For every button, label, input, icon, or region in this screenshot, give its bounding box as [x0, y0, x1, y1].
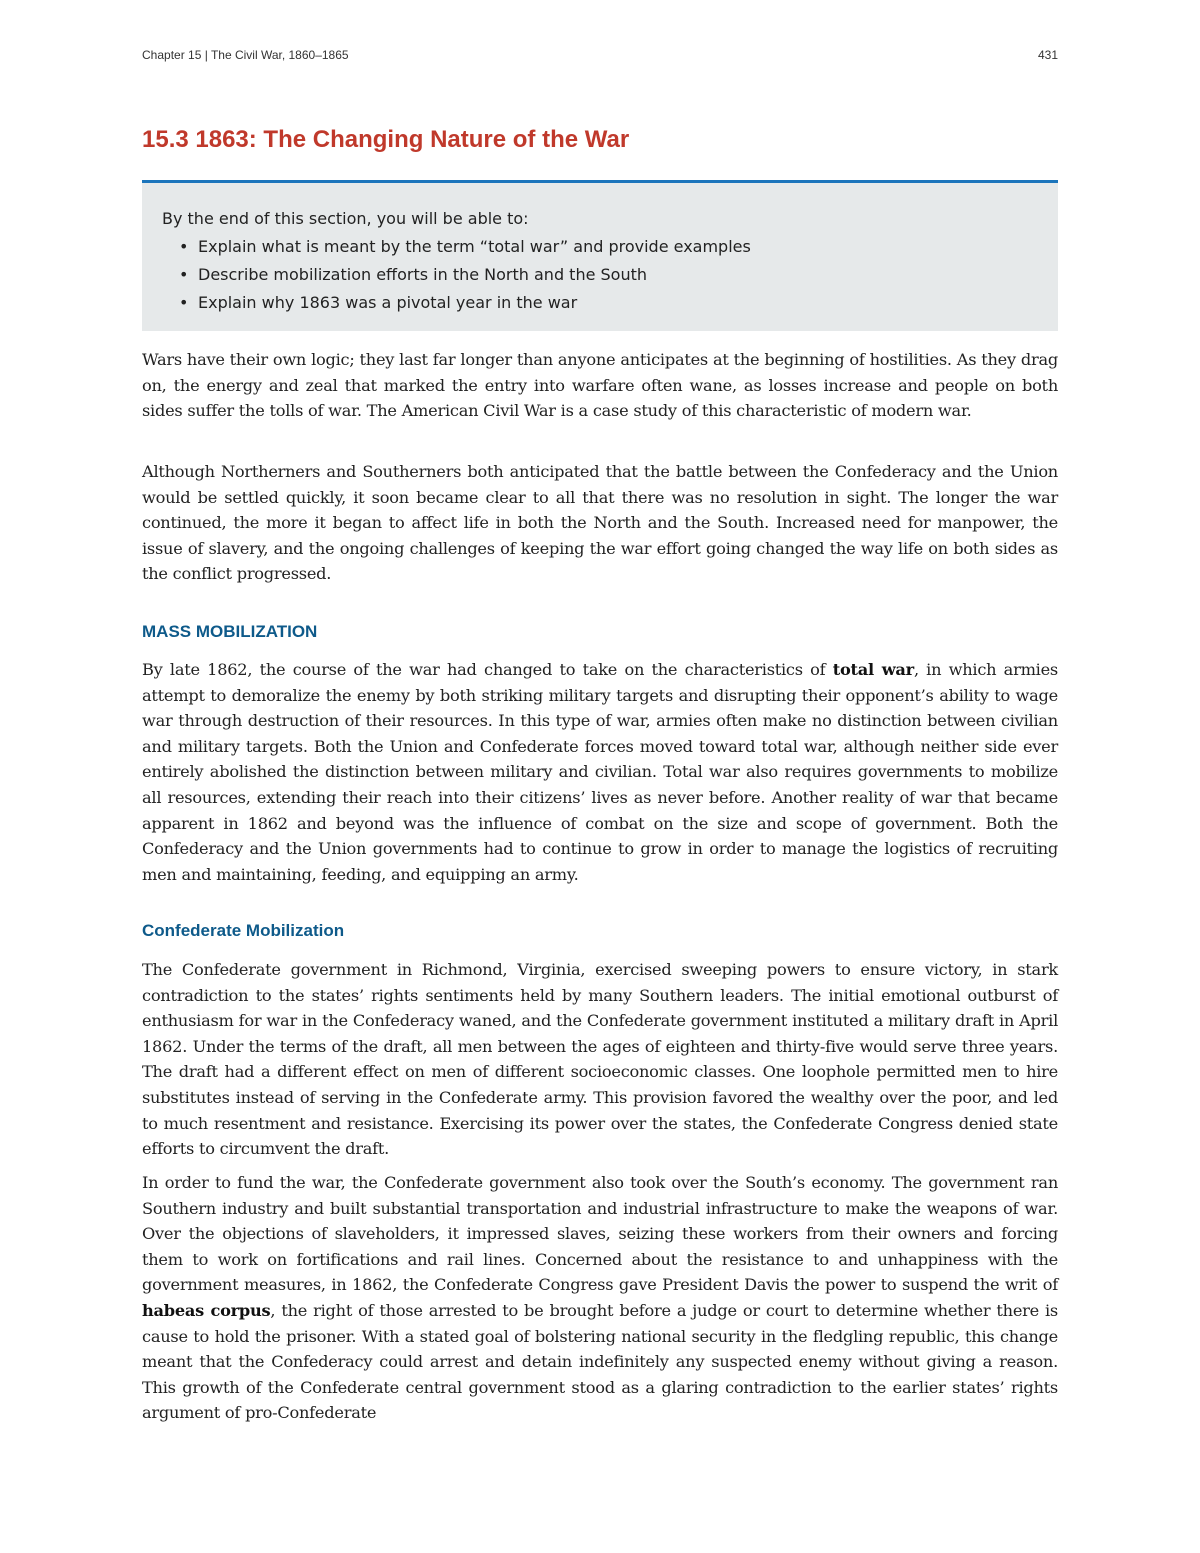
key-term-total-war: total war	[832, 660, 914, 679]
page-number: 431	[1037, 48, 1058, 62]
paragraph-text: , in which armies attempt to demoralize the enemy by both striking military targets and disrupting their opponent’s ability to wage war through destruction of their resources. In this type of war, armies often make no distinction between civilian and military targets. Both the Union and Confederate forces moved toward total war, although neither side ever entirely abolished the distinction between military and civilian. Total war also requires governments to mobilize all resources, extending their reach into their citizens’ lives as never before. Another reality of war that became apparent in 1862 and beyond was the influence of combat on the size and scope of government. Both the Confederacy and the Union governments had to continue to grow in order to manage the logistics of recruiting men and maintaining, feeding, and equipping an army.	[142, 660, 1058, 884]
objective-item: • Describe mobilization efforts in the North and the South	[198, 261, 1038, 289]
objectives-list	[162, 233, 1038, 317]
objective-item: • Explain why 1863 was a pivotal year in the war	[198, 289, 1038, 317]
objectives-intro: By the end of this section, you will be able to:	[162, 209, 529, 228]
confederate-paragraph-1: The Confederate government in Richmond, Virginia, exercised sweeping powers to ensure victory, in stark contradiction to the states’ rights sentiments held by many Southern leaders. The initial emotional outburst of enthusiasm for war in the Confederacy waned, and the Confederate government instituted a military draft in April 1862. Under the terms of the draft, all men between the ages of eighteen and thirty-five would serve three years. The draft had a different effect on men of different socioeconomic classes. One loophole permitted men to hire substitutes instead of serving in the Confederate army. This provision favored the wealthy over the poor, and led to much resentment and resistance. Exercising its power over the states, the Confederate Congress denied state efforts to circumvent the draft.	[142, 960, 1058, 1159]
heading-confederate-mobilization: Confederate Mobilization	[142, 921, 345, 940]
intro-paragraph-1: Wars have their own logic; they last far longer than anyone anticipates at the beginning of hostilities. As they drag on, the energy and zeal that marked the entry into warfare often wane, as losses increase and people on both sides suffer the tolls of war. The American Civil War is a case study of this characteristic of modern war.	[142, 350, 1058, 421]
learning-objectives-box	[142, 180, 1058, 331]
section-title: 15.3 1863: The Changing Nature of the War	[142, 126, 630, 153]
running-header	[142, 48, 1058, 62]
objective-item: • Explain what is meant by the term “total war” and provide examples	[198, 233, 1038, 261]
paragraph-text: In order to fund the war, the Confederate government also took over the South’s economy. The government ran Southern industry and built substantial transportation and industrial infrastructure to make the weapons of war. Over the objections of slaveholders, it impressed slaves, seizing these workers from their owners and forcing them to work on fortifications and rail lines. Concerned about the resistance to and unhappiness with the government measures, in 1862, the Confederate Congress gave President Davis the power to suspend the writ of	[142, 1173, 1058, 1295]
mass-mobilization-paragraph	[142, 657, 1058, 887]
paragraph-text: , the right of those arrested to be brought before a judge or court to determine whether there is cause to hold the prisoner. With a stated goal of bolstering national security in the fledgling republic, this change meant that the Confederacy could arrest and detain indefinitely any suspected enemy without giving a reason. This growth of the Confederate central government stood as a glaring contradiction to the earlier states’ rights argument of pro-Confederate	[142, 1300, 1058, 1423]
key-term-habeas-corpus: habeas corpus	[142, 1300, 271, 1320]
intro-paragraph-2: Although Northerners and Southerners both anticipated that the battle between the Confederacy and the Union would be settled quickly, it soon became clear to all that there was no resolution in sight. The longer the war continued, the more it began to affect life in both the North and the South. Increased need for manpower, the issue of slavery, and the ongoing challenges of keeping the war effort going changed the way life on both sides as the conflict progressed.	[142, 462, 1058, 584]
chapter-label: Chapter 15 | The Civil War, 1860–1865	[142, 48, 349, 62]
paragraph-text: By late 1862, the course of the war had changed to take on the characteristics of	[142, 660, 833, 679]
heading-mass-mobilization: MASS MOBILIZATION	[142, 622, 318, 641]
confederate-paragraph-2	[142, 1170, 1058, 1426]
